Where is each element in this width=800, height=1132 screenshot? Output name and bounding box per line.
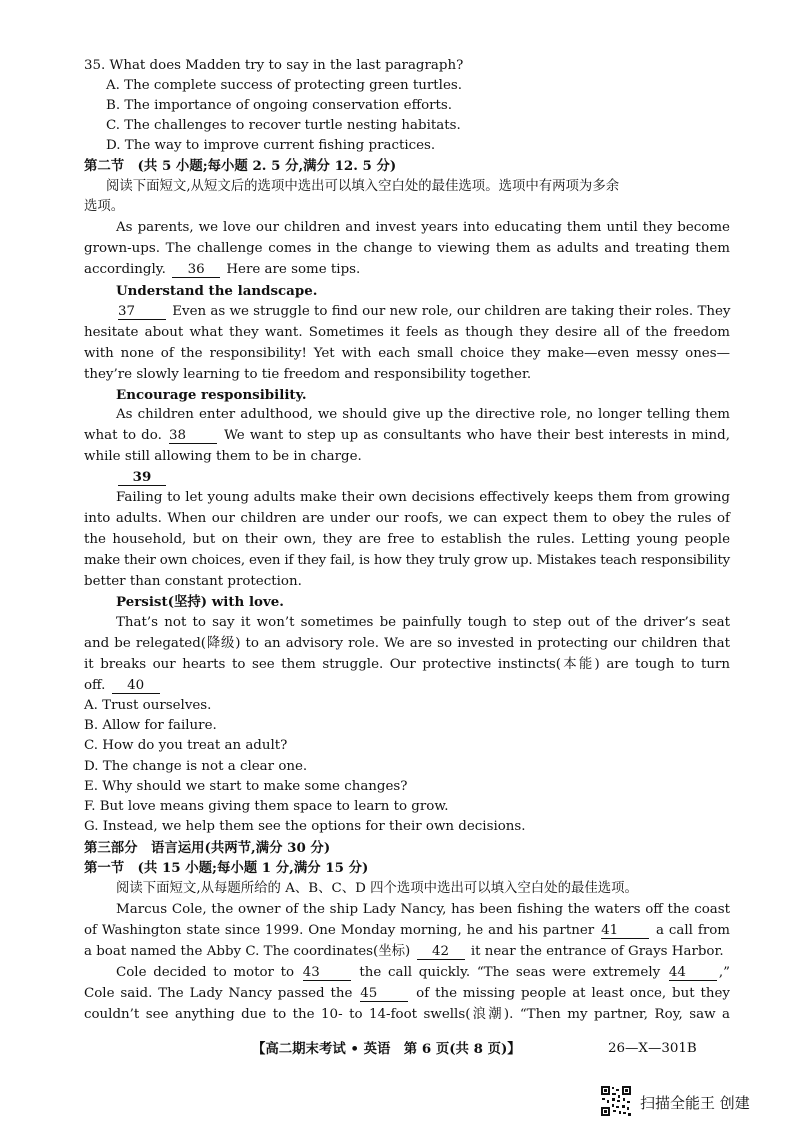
- exam-code: 26—X—301B: [608, 1041, 697, 1056]
- option-d: D. The change is not a clear one.: [84, 759, 308, 774]
- para4-line1: Failing to let young adults make their own decisions effectively keeps them from growing: [116, 490, 730, 505]
- qr-code-icon: [600, 1085, 632, 1117]
- cloze-line4-text-c: ,”: [718, 965, 730, 980]
- para2-line4: they’re slowly learning to tie freedom and responsibility together.: [84, 367, 532, 382]
- para2-line1: [116, 303, 730, 321]
- para3-line2-text-a: what to do.: [84, 428, 162, 443]
- para2-line3: with none of the responsibility! Yet with each small choice they make—even messy ones—: [84, 346, 730, 361]
- cloze-line5-text-b: of the missing people at least once, but they: [416, 986, 730, 1001]
- blank-43: 43: [303, 965, 351, 981]
- para2-line1-text: Even as we struggle to find our new role, our children are taking their roles. They: [172, 304, 731, 319]
- scanner-watermark: 扫描全能王 创建: [640, 1094, 750, 1112]
- para4-line4: make their own choices, even if they fail, is how they truly grow up. Mistakes teach responsibility: [84, 553, 730, 568]
- para1-line1: As parents, we love our children and invest years into educating them until they become: [116, 220, 730, 235]
- q35-option-c: C. The challenges to recover turtle nesting habitats.: [106, 118, 461, 133]
- option-a: A. Trust ourselves.: [84, 698, 212, 713]
- section2-header: 第二节 (共 5 小题;每小题 2. 5 分,满分 12. 5 分): [84, 158, 397, 174]
- q35-option-d: D. The way to improve current fishing practices.: [106, 138, 436, 153]
- option-b: B. Allow for failure.: [84, 718, 217, 733]
- blank-40: 40: [112, 678, 160, 694]
- blank-45: 45: [360, 986, 408, 1002]
- heading-encourage-responsibility: Encourage responsibility.: [116, 387, 307, 403]
- cloze-line6: couldn’t see anything due to the 10- to 14-foot swells(浪潮). “Then my partner, Roy, saw a: [84, 1007, 730, 1022]
- part3-instruction: 阅读下面短文,从每题所给的 A、B、C、D 四个选项中选出可以填入空白处的最佳选项。: [116, 881, 638, 896]
- cloze-line1: Marcus Cole, the owner of the ship Lady Nancy, has been fishing the waters off the coast: [116, 902, 730, 917]
- para3-line3: while still allowing them to be in charge.: [84, 449, 362, 464]
- page-footer: 【高二期末考试 • 英语 第 6 页(共 8 页)】: [252, 1041, 521, 1057]
- cloze-line4: [116, 964, 730, 982]
- para3-line1: As children enter adulthood, we should give up the directive role, no longer telling them: [116, 407, 730, 422]
- section2-instruction-line1: 阅读下面短文,从短文后的选项中选出可以填入空白处的最佳选项。选项中有两项为多余: [106, 179, 620, 194]
- para5-line4-text: off.: [84, 678, 106, 693]
- blank-41: 41: [601, 923, 649, 939]
- para5-line2: and be relegated(降级) to an advisory role. We are so invested in protecting our children that: [84, 636, 730, 651]
- option-c: C. How do you treat an adult?: [84, 738, 288, 753]
- para1-line2: grown-ups. The challenge comes in the change to viewing them as adults and treating them: [84, 241, 730, 256]
- q35-option-b: B. The importance of ongoing conservation efforts.: [106, 98, 453, 113]
- q35-option-a: A. The complete success of protecting green turtles.: [106, 78, 462, 93]
- cloze-line3: [84, 943, 724, 961]
- para3-line2-text-b: We want to step up as consultants who have their best interests in mind,: [224, 428, 730, 443]
- para4-line5: better than constant protection.: [84, 574, 302, 589]
- para4-line2: into adults. When our children are under our roofs, we can expect them to obey the rules of: [84, 511, 730, 526]
- cloze-line3-text-b: it near the entrance of Grays Harbor.: [470, 944, 724, 959]
- blank-44: 44: [669, 965, 717, 981]
- cloze-line2: [84, 922, 730, 940]
- para4-line3: the household, but on their own, they are free to establish the rules. Letting young people: [84, 532, 730, 547]
- para5-line3: it breaks our hearts to see them struggle. Our protective instincts(本能) are tough to turn: [84, 657, 730, 672]
- cloze-line5-text-a: Cole said. The Lady Nancy passed the: [84, 986, 353, 1001]
- q35-stem: 35. What does Madden try to say in the last paragraph?: [84, 58, 464, 73]
- option-f: F. But love means giving them space to learn to grow.: [84, 799, 449, 814]
- para1-line3: [84, 261, 360, 279]
- option-g: G. Instead, we help them see the options for their own decisions.: [84, 819, 526, 834]
- part3-header: 第三部分 语言运用(共两节,满分 30 分): [84, 840, 331, 856]
- cloze-line5: [84, 985, 730, 1003]
- blank-39: 39: [118, 470, 166, 486]
- para1-line3-text-a: accordingly.: [84, 262, 166, 277]
- cloze-line4-text-b: the call quickly. “The seas were extremely: [359, 965, 661, 980]
- blank-42: 42: [417, 944, 465, 960]
- cloze-line4-text-a: Cole decided to motor to: [116, 965, 295, 980]
- cloze-line2-text-a: of Washington state since 1999. One Monday morning, he and his partner: [84, 923, 595, 938]
- cloze-line3-text-a: a boat named the Abby C. The coordinates(坐标): [84, 944, 411, 959]
- para2-line2: hesitate about what they want. Sometimes it feels as though they desire all of the freedom: [84, 325, 730, 340]
- blank-38: 38: [169, 428, 217, 444]
- heading-understand-landscape: Understand the landscape.: [116, 283, 318, 299]
- para5-line1: That’s not to say it won’t sometimes be painfully tough to step out of the driver’s seat: [116, 615, 730, 630]
- para1-line3-text-b: Here are some tips.: [226, 262, 361, 277]
- cloze-line2-text-b: a call from: [656, 923, 730, 938]
- blank-37: 37: [118, 304, 166, 320]
- heading-persist-with-love: Persist(坚持) with love.: [116, 594, 284, 610]
- blank-36: 36: [172, 262, 220, 278]
- para3-line2: [84, 427, 730, 445]
- part3-sub-header: 第一节 (共 15 小题;每小题 1 分,满分 15 分): [84, 860, 369, 876]
- para5-line4: [84, 677, 162, 695]
- heading-39: [116, 468, 168, 486]
- section2-instruction-line2: 选项。: [84, 199, 125, 214]
- option-e: E. Why should we start to make some changes?: [84, 779, 408, 794]
